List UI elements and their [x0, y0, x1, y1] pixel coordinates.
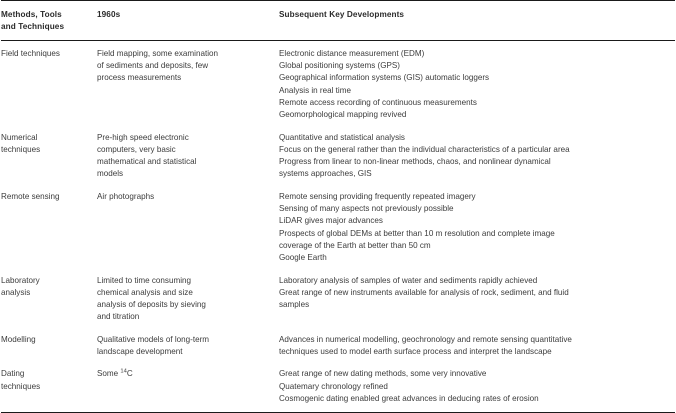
cell-line: Quantitative and statistical analysis: [279, 132, 405, 142]
table-body: [1, 40, 675, 412]
cell-line: techniques: [1, 144, 41, 154]
cell-1960s: [97, 327, 279, 362]
cell-line: Qualitative models of long-term: [97, 334, 210, 344]
cell-line: Great range of new dating methods, some very innovative: [279, 369, 487, 379]
cell-line: models: [97, 169, 124, 179]
methods-tools-techniques-table: [1, 0, 675, 413]
cell-methods: [1, 184, 97, 268]
cell-line: Prospects of global DEMs at better than 10 m resolution and complete image: [279, 228, 555, 238]
column-header-methods: [1, 1, 97, 41]
cell-line: Dating: [1, 369, 25, 379]
cell-line: samples: [279, 300, 310, 310]
cell-1960s: [97, 40, 279, 124]
cell-subsequent: [279, 125, 675, 184]
cell-line: of sediments and deposits, few: [97, 61, 209, 71]
cell-line: Advances in numerical modelling, geochronology and remote sensing quantitative: [279, 334, 572, 344]
table-header: [1, 1, 675, 41]
table-row: [1, 125, 675, 184]
cell-methods: [1, 268, 97, 327]
cell-line: analysis: [1, 287, 31, 297]
cell-line: Cosmogenic dating enabled great advances in deducing rates of erosion: [279, 393, 539, 403]
cell-line: process measurements: [97, 73, 182, 83]
cell-methods: [1, 125, 97, 184]
cell-line: Limited to time consuming: [97, 275, 192, 285]
cell-line: techniques: [1, 381, 41, 391]
cell-line: Numerical: [1, 132, 38, 142]
column-header-line: and Techniques: [1, 22, 65, 32]
cell-line: LiDAR gives major advances: [279, 216, 383, 226]
cell-line: Great range of new instruments available for analysis of rock, sediment, and fluid: [279, 287, 569, 297]
cell-line: chemical analysis and size: [97, 287, 193, 297]
cell-1960s: [97, 268, 279, 327]
cell-line: analysis of deposits by sieving: [97, 300, 206, 310]
cell-line: Remote sensing: [1, 191, 60, 201]
cell-line: Remote access recording of continuous measurements: [279, 98, 477, 107]
cell-line: Geomorphological mapping revived: [279, 110, 407, 120]
cell-line: Quatemary chronology refined: [279, 381, 388, 391]
cell-line: Remote sensing providing frequently repeated imagery: [279, 191, 476, 201]
column-header-line: Methods, Tools: [1, 10, 62, 19]
cell-line: Electronic distance measurement (EDM): [279, 48, 425, 58]
table-row: [1, 184, 675, 268]
cell-line: and titration: [97, 312, 140, 322]
cell-methods: [1, 40, 97, 124]
cell-1960s: [97, 125, 279, 184]
cell-line: Field mapping, some examination: [97, 48, 219, 58]
cell-line: computers, very basic: [97, 144, 176, 154]
cell-line: Laboratory: [1, 275, 40, 285]
cell-line: techniques used to model earth surface process and interpret the landscape: [279, 347, 552, 357]
cell-line: Laboratory analysis of samples of water and sediments rapidly achieved: [279, 275, 538, 285]
cell-line: Google Earth: [279, 253, 327, 263]
cell-subsequent: [279, 184, 675, 268]
cell-line: Geographical information systems (GIS) automatic loggers: [279, 73, 490, 83]
table-row: [1, 361, 675, 412]
table-header-row: [1, 1, 675, 41]
cell-line: Pre-high speed electronic: [97, 132, 189, 142]
cell-1960s: [97, 361, 279, 412]
table-row: [1, 327, 675, 362]
cell-line: mathematical and statistical: [97, 157, 197, 167]
column-header-line: Subsequent Key Developments: [279, 10, 405, 19]
cell-subsequent: [279, 40, 675, 124]
cell-line: Analysis in real time: [279, 85, 351, 95]
cell-line: Progress from linear to non-linear methods, chaos, and nonlinear dynamical: [279, 157, 551, 167]
table-row: [1, 40, 675, 124]
cell-line: Focus on the general rather than the individual characteristics of a particular area: [279, 144, 570, 154]
cell-line: Global positioning systems (GPS): [279, 61, 401, 71]
cell-subsequent: [279, 327, 675, 362]
cell-line: systems approaches, GIS: [279, 169, 372, 179]
column-header-1960s: [97, 1, 279, 41]
cell-line: landscape development: [97, 347, 183, 357]
cell-line: Modelling: [1, 334, 36, 344]
cell-methods: [1, 361, 97, 412]
cell-subsequent: [279, 268, 675, 327]
column-header-line: 1960s: [97, 10, 121, 19]
table-row: [1, 268, 675, 327]
cell-line: Sensing of many aspects not previously possible: [279, 204, 454, 214]
cell-1960s: [97, 184, 279, 268]
cell-line: Air photographs: [97, 191, 155, 201]
cell-line: Field techniques: [1, 48, 60, 58]
column-header-subsequent: [279, 1, 675, 41]
cell-line: coverage of the Earth at better than 50 cm: [279, 240, 431, 250]
cell-methods: [1, 327, 97, 362]
cell-line: Some $^{14}$C: [97, 368, 133, 379]
cell-subsequent: [279, 361, 675, 412]
